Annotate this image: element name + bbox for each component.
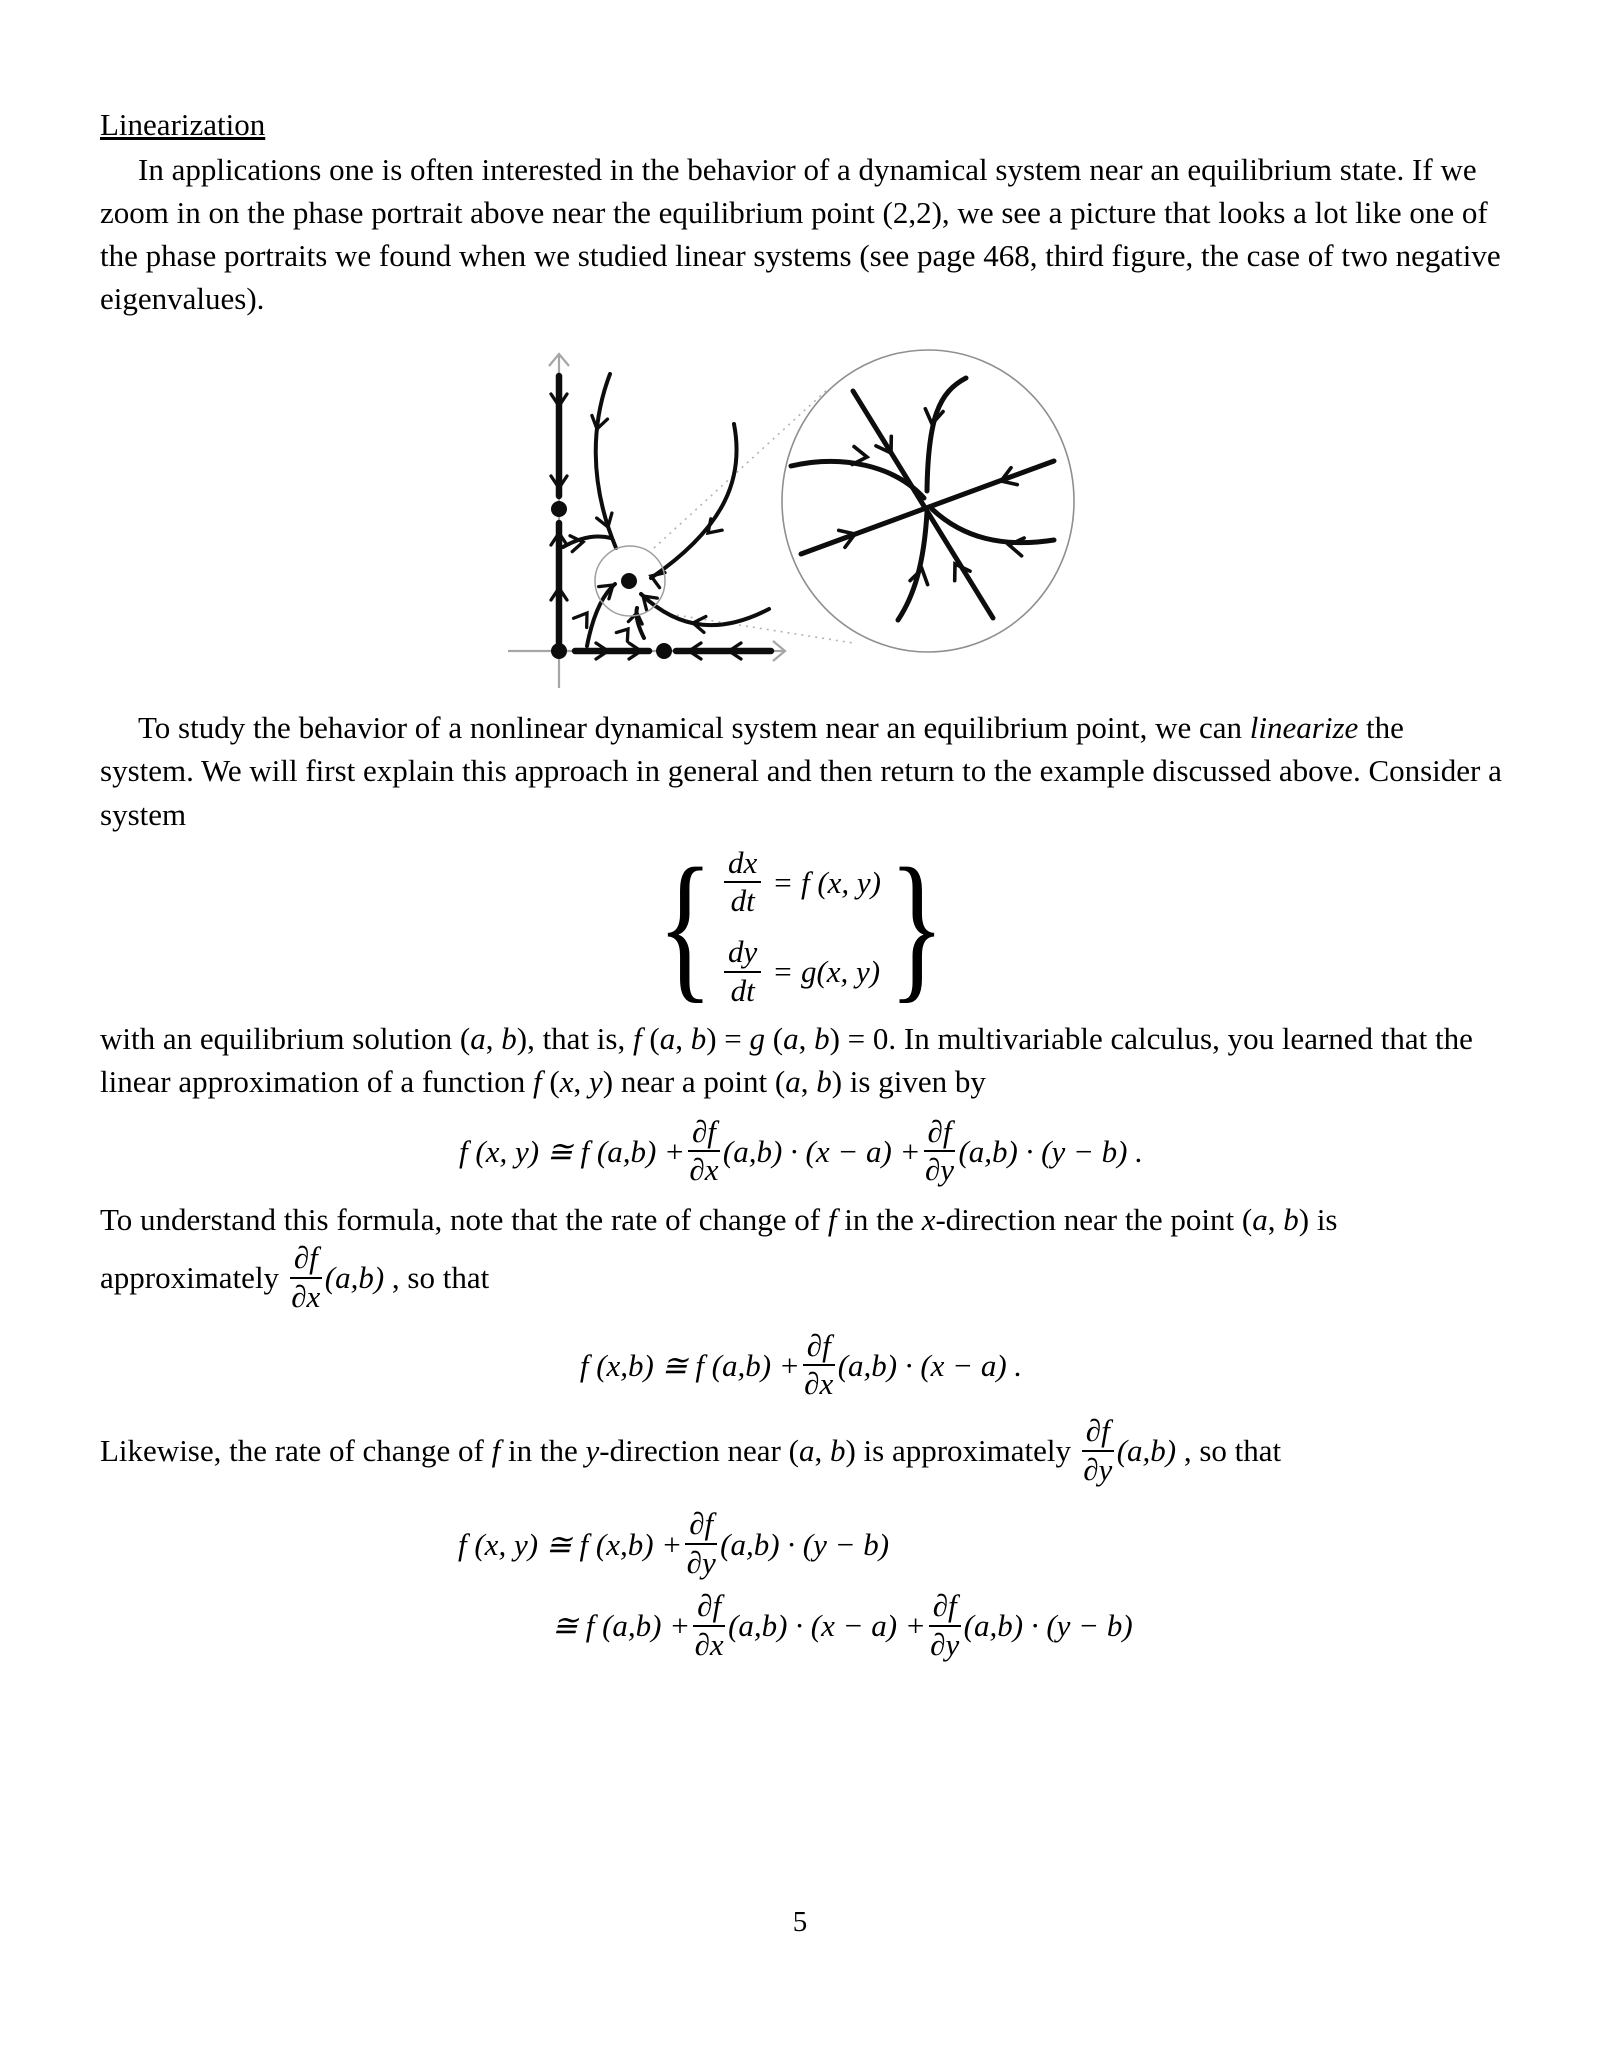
equation-x-direction: f (x,b) ≅ f (a,b) + $\frac{\partial f}{\partial x}$ (a,b) · (x − a) . [579, 1327, 1023, 1402]
trajectories [563, 374, 769, 646]
paragraph-understand: To understand this formula, note that the rate of change of f in the x-direction near the point (a, b) is [100, 1202, 1338, 1238]
fraction-df-dx: $\frac{\partial f}{\partial x}$ [804, 1327, 834, 1402]
paragraph-approximately: approximately $\frac{\partial f}{\partial x}$ (a,b) , so that [100, 1240, 490, 1314]
zoom-lens-circle [782, 350, 1074, 652]
fraction-dy-dt: $\frac{dy}{dt}$ [724, 935, 761, 1008]
equation-y-direction-1: f (x, y) ≅ f (x,b) + $\frac{\partial f}{\partial y}$ (a,b) · (y − b) [458, 1506, 890, 1581]
equation-system [100, 836, 1502, 1018]
rhs-f: = f (x, y) [772, 864, 881, 900]
paragraph-applications: In applications one is often interested in the behavior of a dynamical system near an equilibrium state. If we zoom in on the phase portrait above near the equilibrium point (2,2), we see a picture that looks a lot like one of the phase portraits we found when we studied linear systems (see page 468, third figure, the case of two negative eigenvalues). [100, 152, 1501, 317]
fraction-df-dy: $\frac{\partial f}{\partial y}$ [686, 1506, 716, 1581]
left-brace: { [657, 836, 714, 1018]
paragraph-equilibrium: with an equilibrium solution (a, b), that is, f (a, b) = g (a, b) = 0. In multivariable calculus, you learned that the linear approximation of a function f (x, y) near a point (a, b) is given by [100, 1020, 1473, 1099]
fraction-df-dx-inline: $\frac{\partial f}{\partial x}$ [291, 1240, 321, 1314]
fraction-df-dy-inline: $\frac{\partial f}{\partial y}$ [1083, 1413, 1113, 1487]
fraction-dx-dt: $\frac{dx}{dt}$ [724, 846, 761, 919]
phase-portrait-svg [471, 326, 1131, 706]
equation-y-direction-2: ≅ f (a,b) + $\frac{\partial f}{\partial x}$ (a,b) · (x − a) + $\frac{\partial f}{\partial y}$ (a,b) · (y − b) [552, 1587, 1133, 1662]
section-heading: Linearization [100, 107, 266, 142]
equation-linear-approx: f (x, y) ≅ f (a,b) + $\frac{\partial f}{\partial x}$ (a,b) · (x − a) + $\frac{\partial f}{\partial y}$ (a,b) · (y − b) . [459, 1113, 1143, 1188]
zoomed-trajectories [791, 378, 1054, 620]
fraction-df-dy: $\frac{\partial f}{\partial y}$ [930, 1587, 960, 1662]
paragraph-study: To study the behavior of a nonlinear dynamical system near an equilibrium point, we can linearize the system. We will first explain this approach in general and then return to the example discussed above. Consider a system [100, 710, 1502, 832]
paragraph-likewise: Likewise, the rate of change of f in the y-direction near (a, b) is approximately $\frac{\partial f}{\partial y}$ (a,b) , so that [100, 1413, 1282, 1487]
axes [508, 354, 785, 688]
zoom-connector-lines [654, 388, 853, 643]
fraction-df-dx: $\frac{\partial f}{\partial x}$ [689, 1113, 719, 1188]
figure-phase-portrait [100, 326, 1502, 706]
right-brace: } [888, 836, 945, 1018]
rhs-g: = g(x, y) [772, 954, 881, 990]
fraction-df-dx: $\frac{\partial f}{\partial x}$ [694, 1587, 724, 1662]
equation-dx-dt [721, 846, 881, 919]
fraction-df-dy: $\frac{\partial f}{\partial y}$ [924, 1113, 955, 1188]
page-number: 5 [792, 1906, 808, 1938]
equation-dy-dt [721, 935, 881, 1008]
